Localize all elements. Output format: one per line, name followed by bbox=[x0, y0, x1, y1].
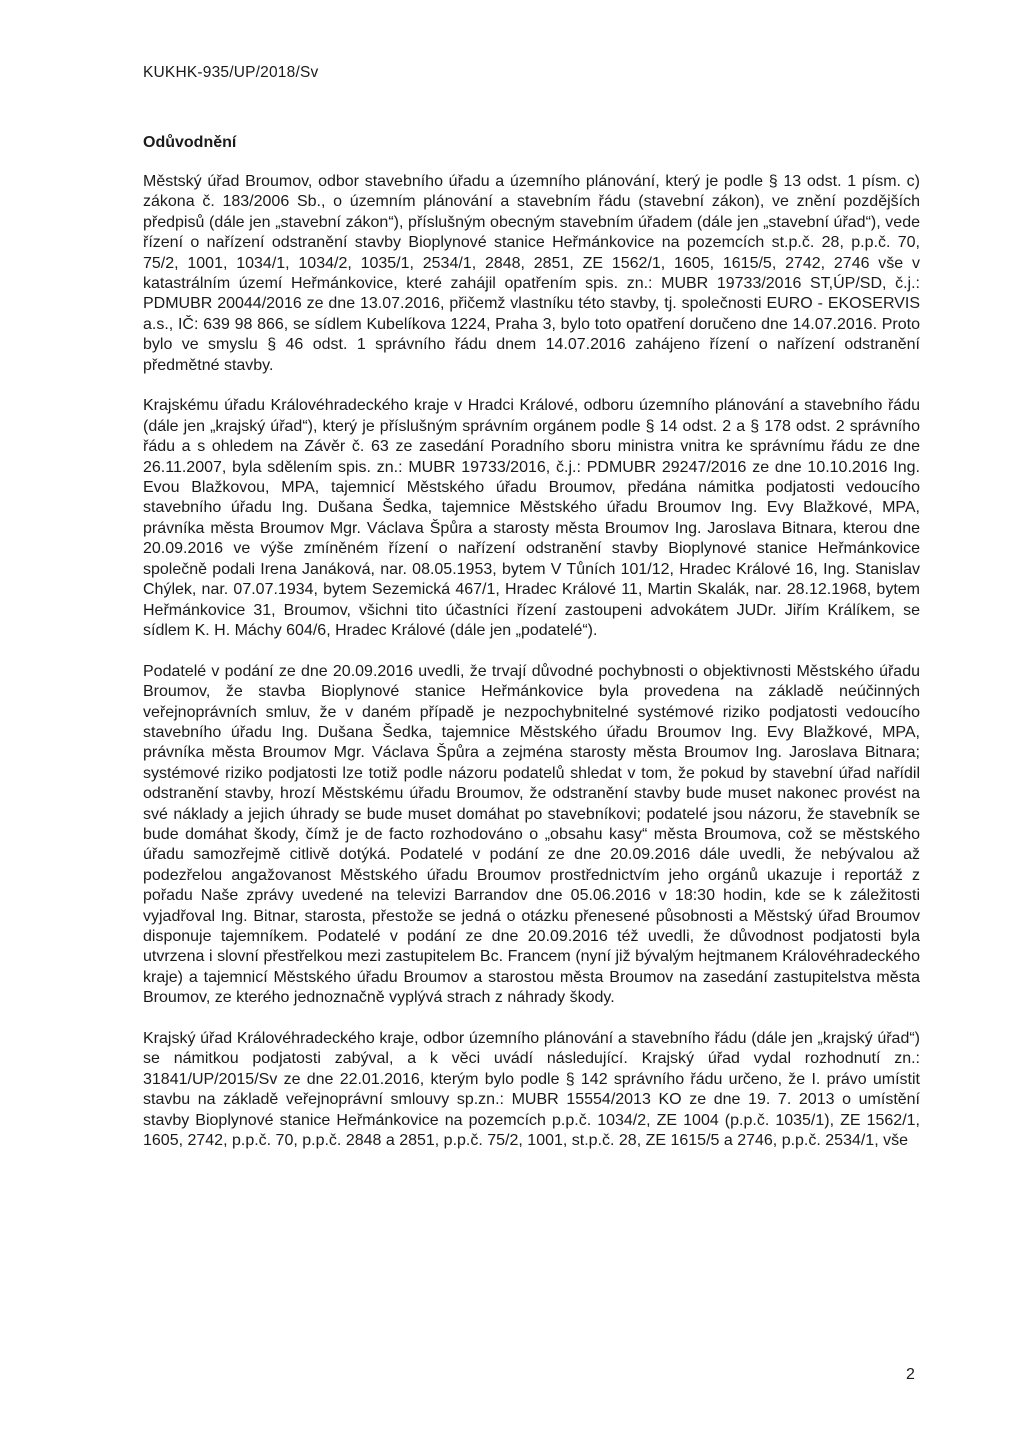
paragraph-1: Městský úřad Broumov, odbor stavebního úřadu a územního plánování, který je podle § 13 odst. 1 písm. c) zákona č. 183/2006 Sb., o územním plánování a stavebním řádu (stavební zákon), ve znění pozdějších předpisů (dále jen „stavební zákon“), příslušným obecným stavebním úřadem (dále jen „stavební úřad“), vede řízení o nařízení odstranění stavby Bioplynové stanice Heřmánkovice na pozemcích st.p.č. 28, p.p.č. 70, 75/2, 1001, 1034/1, 1034/2, 1035/1, 2534/1, 2848, 2851, ZE 1562/1, 1605, 1615/5, 2742, 2746 vše v katastrálním území Heřmánkovice, které zahájil opatřením spis. zn.: MUBR 19733/2016 ST,ÚP/SD, č.j.: PDMUBR 20044/2016 ze dne 13.07.2016, přičemž vlastníku této stavby, tj. společnosti EURO - EKOSERVIS a.s., IČ: 639 98 866, se sídlem Kubelíkova 1224, Praha 3, bylo toto opatření doručeno dne 14.07.2016. Proto bylo ve smyslu § 46 odst. 1 správního řádu dnem 14.07.2016 zahájeno řízení o nařízení odstranění předmětné stavby. bbox=[143, 173, 920, 374]
paragraph-3: Podatelé v podání ze dne 20.09.2016 uvedli, že trvají důvodné pochybnosti o objektivnosti Městského úřadu Broumov, že stavba Bioplynové stanice Heřmánkovice byla provedena na základě neúčinných veřejnoprávních smluv, že v daném případě je nezpochybnitelné systémové riziko podjatosti vedoucího stavebního úřadu Ing. Dušana Šedka, tajemnice Městského úřadu Broumov Ing. Evy Blažkové, MPA, právníka města Broumov Mgr. Václava Špůra a zejména starosty města Broumov Ing. Jaroslava Bitnara; systémové riziko podjatosti lze totiž podle názoru podatelů shledat v tom, že pokud by stavební úřad nařídil odstranění stavby, hrozí Městskému úřadu Broumov, že odstranění stavby bude muset nakonec provést na své náklady a jejich úhrady se bude muset domáhat po stavebníkovi; podatelé jsou názoru, že stavebník se bude domáhat škody, čímž je de facto rozhodováno o „obsahu kasy“ města Broumova, což se městského úřadu samozřejmě citlivě dotýká. Podatelé v podání ze dne 20.09.2016 dále uvedli, že nebývalou až podezřelou angažovanost Městského úřadu Broumov prostřednictvím jeho orgánů ukazuje i reportáž z pořadu Naše zprávy uvedené na televizi Barrandov dne 05.06.2016 v 18:30 hodin, kde se k záležitosti vyjadřoval Ing. Bitnar, starosta, přestože se jedná o otázku přenesené působnosti a Městský úřad Broumov disponuje tajemníkem. Podatelé v podání ze dne 20.09.2016 též uvedli, že důvodnost podjatosti byla utvrzena i slovní přestřelkou mezi zastupitelem Bc. Francem (nyní již bývalým hejtmanem Královéhradeckého kraje) a tajemnicí Městského úřadu Broumov a starostou města Broumov na zasedání zastupitelstva města Broumov, ze kterého jednoznačně vyplývá strach z náhrady škody. bbox=[143, 662, 920, 1007]
document-reference: KUKHK-935/UP/2018/Sv bbox=[143, 64, 319, 81]
section-heading: Odůvodnění bbox=[143, 134, 237, 151]
paragraph-4: Krajský úřad Královéhradeckého kraje, odbor územního plánování a stavebního řádu (dále jen „krajský úřad“) se námitkou podjatosti zabýval, a k věci uvádí následující. Krajský úřad vydal rozhodnutí zn.: 31841/UP/2015/Sv ze dne 22.01.2016, kterým bylo podle § 142 správního řádu určeno, že I. právo umístit stavbu na základě veřejnoprávní smlouvy sp.zn.: MUBR 15554/2013 KO ze dne 19. 7. 2013 o umístění stavby Bioplynové stanice Heřmánkovice na pozemcích p.p.č. 1034/2, ZE 1004 (p.p.č. 1035/1), ZE 1562/1, 1605, 2742, p.p.č. 70, p.p.č. 2848 a 2851, p.p.č. 75/2, 1001, st.p.č. 28, ZE 1615/5 a 2746, p.p.č. 2534/1, vše bbox=[143, 1030, 920, 1150]
page-number: 2 bbox=[906, 1366, 915, 1383]
document-body bbox=[143, 172, 920, 1151]
paragraph-2: Krajskému úřadu Královéhradeckého kraje v Hradci Králové, odboru územního plánování a stavebního řádu (dále jen „krajský úřad“), který je příslušným správním orgánem podle § 14 odst. 2 a § 178 odst. 2 správního řádu a s ohledem na Závěr č. 63 ze zasedání Poradního sboru ministra vnitra ke správnímu řádu ze dne 26.11.2007, byla sdělením spis. zn.: MUBR 19733/2016, č.j.: PDMUBR 29247/2016 ze dne 10.10.2016 Ing. Evou Blažkovou, MPA, tajemnicí Městského úřadu Broumov, předána námitka podjatosti vedoucího stavebního úřadu Ing. Dušana Šedka, tajemnice Městského úřadu Broumov Ing. Evy Blažkové, MPA, právníka města Broumov Mgr. Václava Špůra a starosty města Broumov Ing. Jaroslava Bitnara, kterou dne 20.09.2016 ve výše zmíněném řízení o nařízení odstranění stavby Bioplynové stanice Heřmánkovice společně podali Irena Janáková, nar. 08.05.1953, bytem V Tůních 101/12, Hradec Králové 16, Ing. Stanislav Chýlek, nar. 07.07.1934, bytem Sezemická 467/1, Hradec Králové 11, Martin Skalák, nar. 28.12.1968, bytem Heřmánkovice 31, Broumov, všichni tito účastníci řízení zastoupeni advokátem JUDr. Jiřím Králíkem, se sídlem K. H. Máchy 604/6, Hradec Králové (dále jen „podatelé“). bbox=[143, 397, 920, 639]
